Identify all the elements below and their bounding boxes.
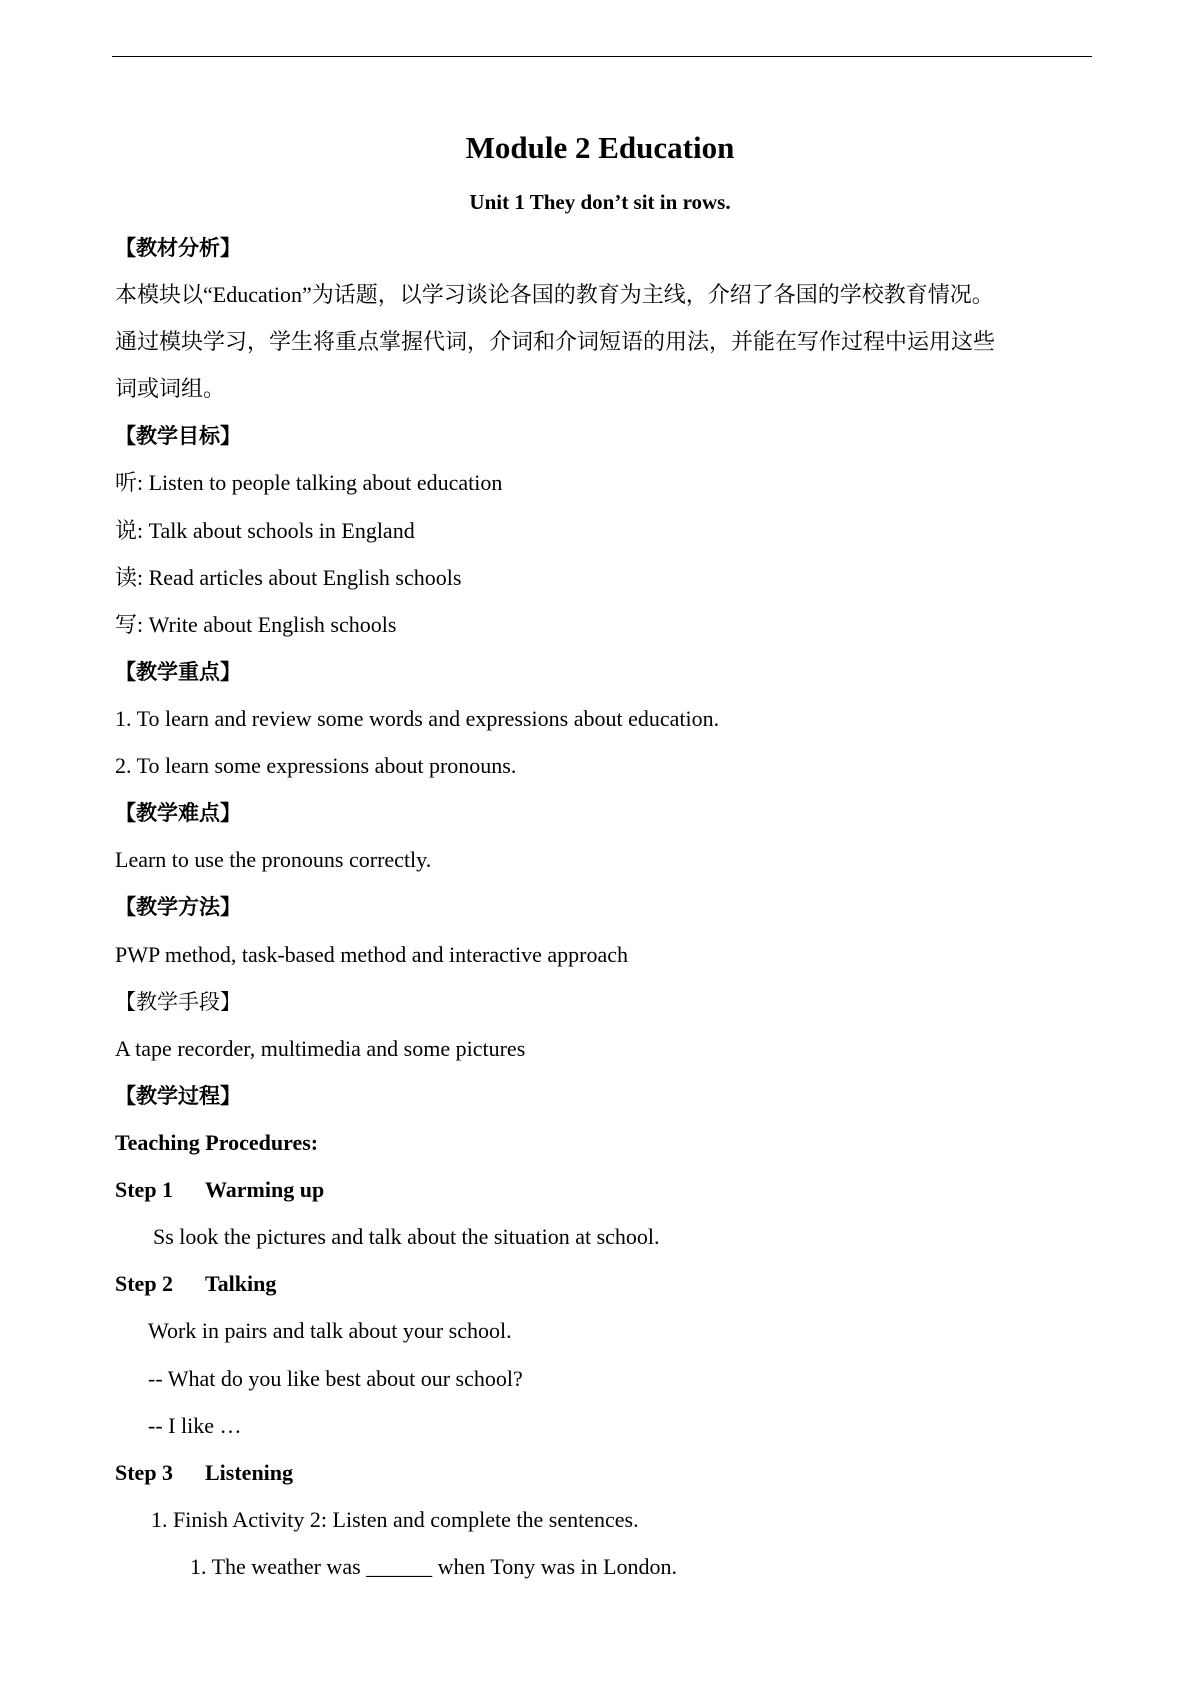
section-heading-methods: 【教学方法】 <box>115 895 241 919</box>
procedures-subheading: Teaching Procedures: <box>115 1130 319 1155</box>
objective-item: 听: Listen to people talking about education <box>115 470 503 495</box>
key-point-item: 1. To learn and review some words and expressions about education. <box>115 706 720 731</box>
objective-item: 写: Write about English schools <box>115 612 397 637</box>
step-heading <box>115 1458 293 1488</box>
step-heading <box>115 1269 276 1299</box>
step-label: Step 3 <box>115 1460 174 1485</box>
step-label: Step 1 <box>115 1177 174 1202</box>
step-line: -- What do you like best about our school? <box>148 1366 523 1391</box>
step-label: Step 2 <box>115 1271 174 1296</box>
analysis-line: 词或词组。 <box>115 376 226 401</box>
step-name: Warming up <box>205 1177 325 1202</box>
step-line: Ss look the pictures and talk about the situation at school. <box>153 1224 660 1249</box>
key-point-item: 2. To learn some expressions about pronouns. <box>115 753 517 778</box>
section-heading-analysis: 【教材分析】 <box>115 236 241 260</box>
section-heading-difficulties: 【教学难点】 <box>115 801 241 825</box>
analysis-line: 通过模块学习，学生将重点掌握代词，介词和介词短语的用法，并能在写作过程中运用这些 <box>115 329 996 354</box>
section-heading-aids: 【教学手段】 <box>115 990 241 1014</box>
step-line: -- I like … <box>148 1413 242 1438</box>
step-line: 1. Finish Activity 2: Listen and complete the sentences. <box>151 1507 639 1532</box>
page-title: Module 2 Education <box>465 130 735 165</box>
header-rule <box>112 56 1092 57</box>
analysis-line: 本模块以“Education”为话题，以学习谈论各国的教育为主线，介绍了各国的学校教育情况。 <box>115 282 994 307</box>
section-heading-process: 【教学过程】 <box>115 1084 241 1108</box>
difficulties-text: Learn to use the pronouns correctly. <box>115 847 432 872</box>
aids-text: A tape recorder, multimedia and some pictures <box>115 1036 526 1061</box>
section-heading-key-points: 【教学重点】 <box>115 660 241 684</box>
objective-item: 读: Read articles about English schools <box>115 565 462 590</box>
objective-item: 说: Talk about schools in England <box>115 518 415 543</box>
step-name: Listening <box>205 1460 294 1485</box>
step-heading <box>115 1175 324 1205</box>
section-heading-objectives: 【教学目标】 <box>115 424 241 448</box>
methods-text: PWP method, task-based method and interactive approach <box>115 942 628 967</box>
step-name: Talking <box>205 1271 277 1296</box>
step-line: 1. The weather was ______ when Tony was in London. <box>190 1554 678 1579</box>
unit-title: Unit 1 They don’t sit in rows. <box>469 190 731 214</box>
step-line: Work in pairs and talk about your school. <box>148 1318 512 1343</box>
